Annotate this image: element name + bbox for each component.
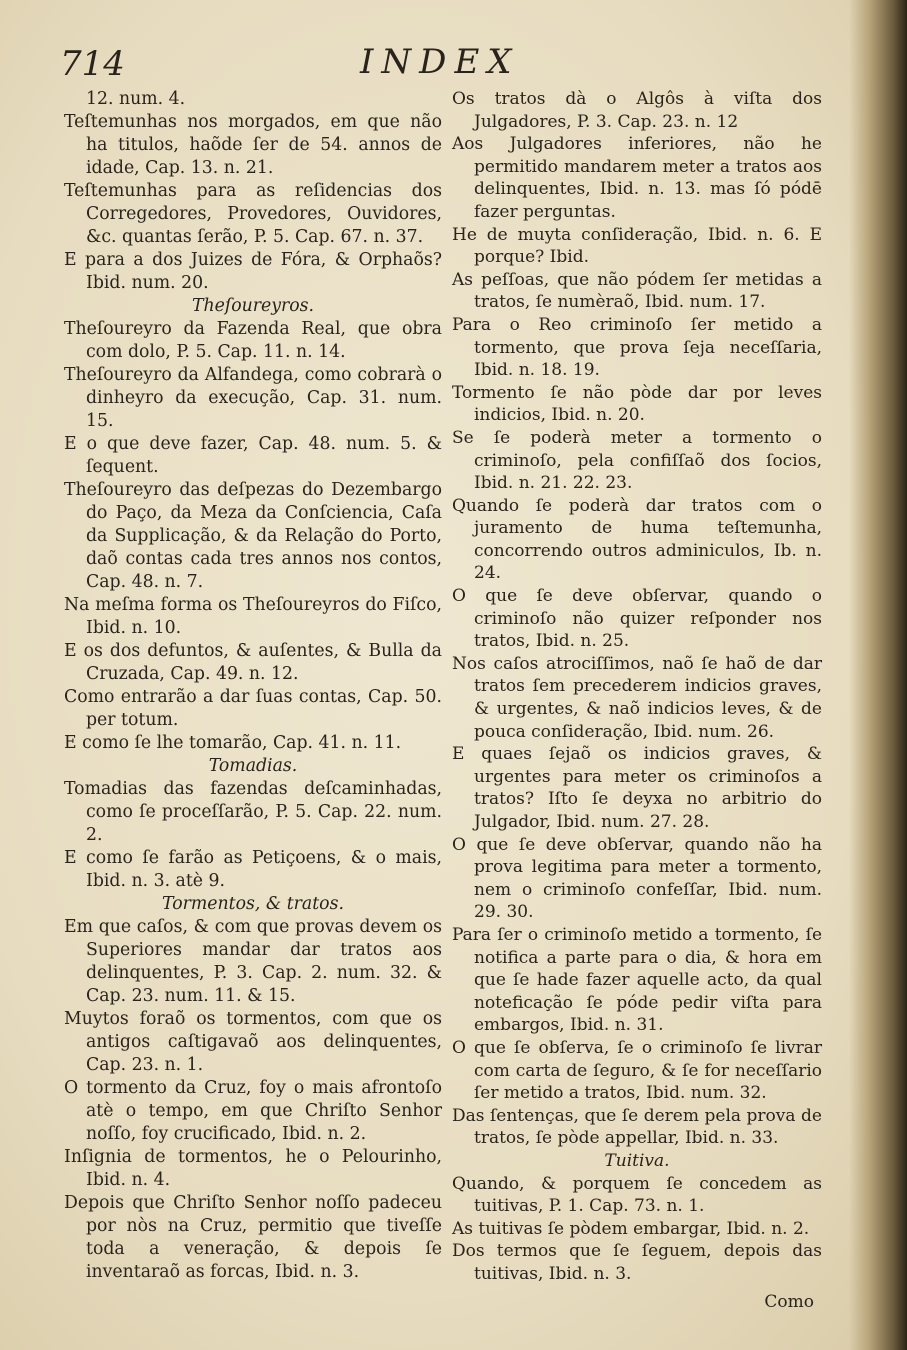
section-heading: Theſoureyros. [191,296,315,316]
index-entry: Tomadias das fazendas deſcaminhadas, como ſe proceſſarão, P. 5. Cap. 22. num. 2. [64,779,442,845]
index-entry: Se ſe poderà meter a tormento o criminoſo, pela confiſſaõ dos ſocios, Ibid. n. 21. 22. 23. [452,427,822,494]
index-entry: E o que deve fazer, Cap. 48. num. 5. & ſequent. [64,434,442,477]
index-entry: Theſoureyro da Fazenda Real, que obra com dolo, P. 5. Cap. 11. n. 14. [64,319,442,362]
index-entry: E para a dos Juizes de Fóra, & Orphaõs? Ibid. num. 20. [64,250,442,293]
index-entry: Depois que Chriſto Senhor noſſo padeceu por nòs na Cruz, permitio que tiveſſe toda a veneração, & depois ſe inventaraõ as forcas, Ibid. n. 3. [64,1193,442,1282]
catchword: Como [764,1292,814,1313]
index-entry: Nos caſos atrociſſimos, naõ ſe haõ de dar tratos ſem precederem indicios graves, & urgentes, & naõ indicios leves, & de pouca conſideração, Ibid. num. 26. [452,653,822,742]
index-entry: Inſignia de tormentos, he o Pelourinho, Ibid. n. 4. [64,1147,442,1190]
index-entry: Das ſentenças, que ſe derem pela prova de tratos, ſe pòde appellar, Ibid. n. 33. [452,1105,822,1149]
index-entry: E como ſe lhe tomarão, Cap. 41. n. 11. [64,733,402,753]
index-entry: O que ſe deve obſervar, quando não ha prova legitima para meter a tormento, nem o criminoſo confeſſar, Ibid. num. 29. 30. [452,834,822,923]
index-entry: Para o Reo criminoſo ſer metido a tormento, que prova ſeja neceſſaria, Ibid. n. 18. 19. [452,314,822,381]
index-entry: Em que caſos, & com que provas devem os Superiores mandar dar tratos aos delinquentes, P. 3. Cap. 2. num. 32. & Cap. 23. num. 11. & 15. [64,917,442,1006]
index-entry: E como ſe farão as Petiçoens, & o mais, Ibid. n. 3. atè 9. [64,848,442,891]
index-entry: Teſtemunhas nos morgados, em que não ha titulos, haõde ſer de 54. annos de idade, Cap. 13. n. 21. [64,112,442,178]
page-header [60,38,820,88]
index-entry: He de muyta conſideração, Ibid. n. 6. E porque? Ibid. [452,224,822,268]
running-head: INDEX [360,42,520,82]
index-entry: E quaes ſejaõ os indicios graves, & urgentes para meter os criminoſos a tratos? Iſto ſe deyxa no arbitrio do Julgador, Ibid. num. 27. 28. [452,744,822,832]
index-entry: Teſtemunhas para as reſidencias dos Corregedores, Provedores, Ouvidores, &c. quantas ſerão, P. 5. Cap. 67. n. 37. [64,181,442,247]
index-entry: E os dos defuntos, & auſentes, & Bulla da Cruzada, Cap. 49. n. 12. [64,641,442,684]
index-column-left [64,88,442,1284]
section-heading: Tomadias. [208,756,298,776]
book-spine-shadow [849,0,907,1350]
index-entry: O tormento da Cruz, foy o mais afrontoſo atè o tempo, em que Chriſto Senhor noſſo, foy crucificado, Ibid. n. 2. [64,1078,442,1144]
index-entry-continuation: 12. num. 4. [86,89,186,109]
index-entry: Theſoureyro das deſpezas do Dezembargo do Paço, da Meza da Conſciencia, Caſa da Supplicação, & da Relação do Porto, daõ contas cada tres annos nos contos, Cap. 48. n. 7. [64,480,442,592]
index-entry: O que ſe deve obſervar, quando o criminoſo não quizer reſponder nos tratos, Ibid. n. 25. [452,586,822,652]
index-entry: Theſoureyro da Alfandega, como cobrarà o dinheyro da execução, Cap. 31. num. 15. [64,365,442,431]
page-number: 714 [60,44,125,84]
index-column-right [452,88,822,1314]
index-entry: Como entrarão a dar ſuas contas, Cap. 50. per totum. [64,687,442,730]
index-entry: Aos Julgadores inferiores, não he permitido mandarem meter a tratos aos delinquentes, Ibid. n. 13. mas ſó pódē fazer perguntas. [452,134,822,222]
index-entry: O que ſe obſerva, ſe o criminoſo ſe livrar com carta de ſeguro, & ſe for neceſſario ſer metido a tratos, Ibid. num. 32. [452,1037,822,1104]
section-heading: Tormentos, & tratos. [162,894,344,914]
index-entry: Para ſer o criminoſo metido a tormento, ſe notifica a parte para o dia, & hora em que ſe hade fazer aquelle acto, da qual noteficação ſe póde pedir viſta para embargos, Ibid. n. 31. [452,924,822,1036]
index-entry: Na meſma forma os Theſoureyros do Fiſco, Ibid. n. 10. [64,595,442,638]
index-entry: Dos termos que ſe ſeguem, depois das tuitivas, Ibid. n. 3. [452,1241,822,1284]
index-entry: As tuitivas ſe pòdem embargar, Ibid. n. 2. [452,1218,810,1239]
index-entry: Tormento ſe não pòde dar por leves indicios, Ibid. n. 20. [452,382,822,426]
index-entry: Quando ſe poderà dar tratos com o juramento de huma teſtemunha, concorrendo outros adminiculos, Ib. n. 24. [452,495,822,584]
index-entry: Os tratos dà o Algôs à viſta dos Julgadores, P. 3. Cap. 23. n. 12 [452,89,822,132]
index-entry: Muytos foraõ os tormentos, com que os antigos caſtigavaõ aos delinquentes, Cap. 23. n. 1. [64,1009,442,1075]
section-heading: Tuitiva. [604,1150,670,1171]
index-entry: Quando, & porquem ſe concedem as tuitivas, P. 1. Cap. 73. n. 1. [452,1173,822,1217]
index-entry: As peſſoas, que não pódem ſer metidas a tratos, ſe numèraõ, Ibid. num. 17. [452,269,822,313]
